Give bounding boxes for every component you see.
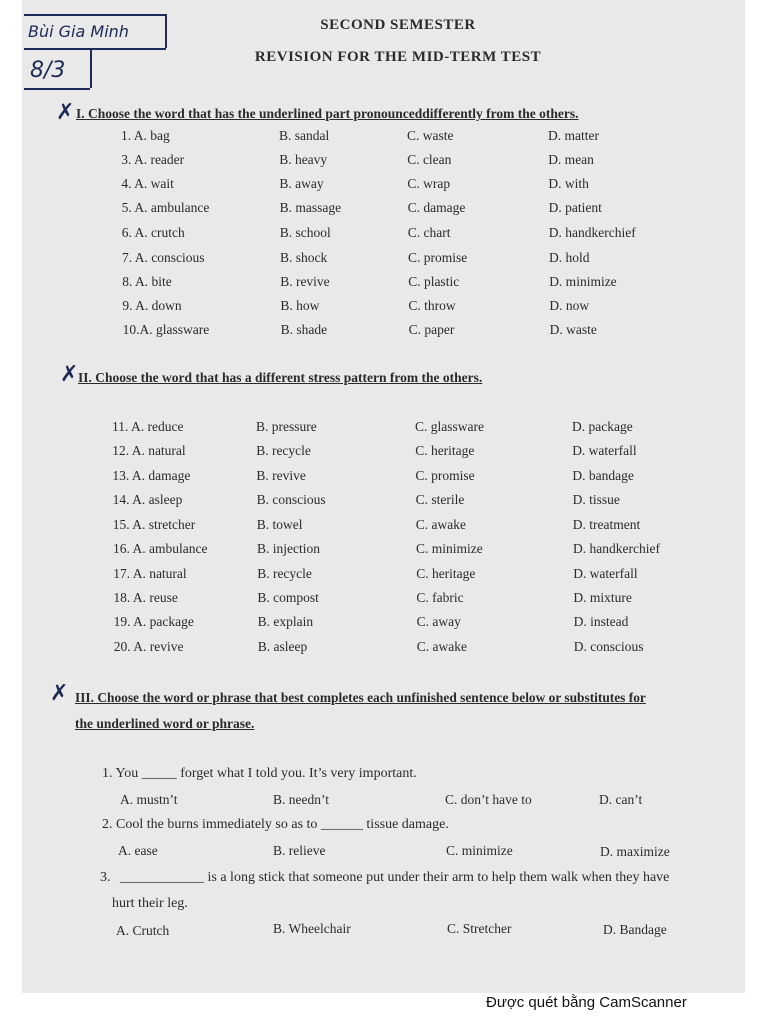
section1-row-7-option-b: B. revive: [280, 274, 330, 289]
section2-row-8-option-c: C. fabric: [416, 590, 464, 605]
section2-row-6-option-a: 16. A. ambulance: [113, 541, 208, 556]
section1-row-7-option-a: 8. A. bite: [122, 274, 172, 289]
section2-row-4-option-a: 14. A. asleep: [112, 492, 183, 507]
section1-row-2-option-c: C. clean: [407, 152, 452, 167]
question-3-option-c: C. Stretcher: [447, 921, 512, 936]
handwritten-student-name: Bùi Gia Minh: [28, 22, 129, 41]
section2-row-6-option-c: C. minimize: [416, 541, 483, 556]
question-3-number: 3.: [100, 870, 111, 885]
section2-row-6-option-d: D. handkerchief: [573, 541, 660, 556]
section-3-title-line2: the underlined word or phrase.: [75, 716, 255, 731]
question-3-text-line2: hurt their leg.: [112, 896, 188, 911]
section1-row-4-option-a: 5. A. ambulance: [121, 200, 210, 215]
section1-row-5-option-d: D. handkerchief: [548, 225, 636, 240]
section2-row-2-option-c: C. heritage: [415, 443, 475, 458]
cross-mark-icon: ✗: [50, 681, 69, 706]
section1-row-1-option-b: B. sandal: [279, 128, 330, 143]
section-2-title: II. Choose the word that has a different stress pattern from the others.: [78, 370, 483, 385]
question-3-option-d: D. Bandage: [603, 922, 667, 937]
section2-row-3-option-b: B. revive: [256, 468, 306, 483]
section1-row-2-option-b: B. heavy: [279, 152, 328, 167]
section-1-title: I. Choose the word that has the underlined part pronounceddifferently from the others.: [76, 106, 579, 121]
section2-row-4-option-c: C. sterile: [415, 492, 465, 507]
section2-row-9-option-b: B. explain: [257, 614, 314, 629]
section1-row-7-option-c: C. plastic: [408, 274, 460, 289]
section2-row-5-option-a: 15. A. stretcher: [112, 517, 196, 532]
section2-row-3-option-d: D. bandage: [572, 468, 634, 483]
section1-row-4-option-d: D. patient: [548, 200, 602, 215]
section2-row-4-option-d: D. tissue: [572, 492, 620, 507]
section2-row-10-option-a: 20. A. revive: [113, 639, 184, 654]
camscanner-watermark: Được quét bằng CamScanner: [486, 994, 687, 1011]
question-2-option-b: B. relieve: [273, 843, 326, 858]
question-3-text: ____________ is a long stick that someone put under their arm to help them walk when they have: [120, 870, 670, 885]
document-subtitle: REVISION FOR THE MID-TERM TEST: [254, 49, 542, 65]
section1-row-2-option-a: 3. A. reader: [121, 152, 185, 167]
section1-row-3-option-c: C. wrap: [407, 176, 451, 191]
section1-row-6-option-a: 7. A. conscious: [122, 250, 205, 265]
section2-row-7-option-d: D. waterfall: [573, 566, 638, 581]
section2-row-8-option-d: D. mixture: [573, 590, 632, 605]
question-2-option-d: D. maximize: [600, 844, 670, 859]
section2-row-2-option-a: 12. A. natural: [112, 443, 186, 458]
section2-row-8-option-a: 18. A. reuse: [113, 590, 178, 605]
section2-row-6-option-b: B. injection: [257, 541, 320, 556]
question-2-option-c: C. minimize: [446, 843, 513, 858]
cross-mark-icon: ✗: [60, 362, 79, 387]
section2-row-1-option-b: B. pressure: [256, 419, 317, 434]
section1-row-6-option-d: D. hold: [549, 250, 590, 265]
section1-row-4-option-c: C. damage: [407, 200, 466, 215]
question-2-option-a: A. ease: [118, 843, 158, 858]
section1-row-8-option-a: 9. A. down: [122, 298, 182, 313]
section1-row-6-option-b: B. shock: [280, 250, 328, 265]
section2-row-3-option-c: C. promise: [415, 468, 475, 483]
section2-row-2-option-b: B. recycle: [256, 443, 311, 458]
question-1-option-a: A. mustn’t: [120, 792, 178, 807]
section1-row-8-option-b: B. how: [280, 298, 320, 313]
cross-mark-icon: ✗: [56, 100, 75, 125]
section1-row-1-option-c: C. waste: [407, 128, 454, 143]
question-1-option-d: D. can’t: [599, 792, 643, 807]
section1-row-6-option-c: C. promise: [408, 250, 468, 265]
handwritten-box: [24, 14, 166, 16]
section2-row-7-option-a: 17. A. natural: [113, 566, 187, 581]
section1-row-9-option-c: C. paper: [408, 322, 455, 337]
question-1-option-c: C. don’t have to: [445, 792, 532, 807]
section2-row-7-option-b: B. recycle: [257, 566, 312, 581]
section2-row-9-option-d: D. instead: [573, 614, 629, 629]
section1-row-8-option-d: D. now: [549, 298, 590, 313]
section2-row-5-option-b: B. towel: [256, 517, 303, 532]
section2-row-8-option-b: B. compost: [257, 590, 319, 605]
section1-row-3-option-d: D. with: [548, 176, 589, 191]
section1-row-9-option-a: 10.A. glassware: [122, 322, 210, 337]
section1-row-2-option-d: D. mean: [548, 152, 594, 167]
section1-row-9-option-b: B. shade: [280, 322, 328, 337]
section2-row-4-option-b: B. conscious: [256, 492, 326, 507]
handwritten-class: 8/3: [30, 58, 66, 83]
question-1-text: 1. You _____ forget what I told you. It’s very important.: [102, 766, 417, 781]
section1-row-7-option-d: D. minimize: [549, 274, 617, 289]
section1-row-5-option-a: 6. A. crutch: [121, 225, 185, 240]
section1-row-5-option-b: B. school: [279, 225, 331, 240]
document-title: SECOND SEMESTER: [320, 17, 476, 33]
section1-row-3-option-a: 4. A. wait: [121, 176, 174, 191]
section2-row-5-option-d: D. treatment: [572, 517, 641, 532]
section2-row-7-option-c: C. heritage: [416, 566, 476, 581]
section1-row-1-option-d: D. matter: [548, 128, 599, 143]
section2-row-10-option-d: D. conscious: [573, 639, 644, 654]
section2-row-3-option-a: 13. A. damage: [112, 468, 191, 483]
section1-row-4-option-b: B. massage: [279, 200, 342, 215]
section2-row-1-option-d: D. package: [572, 419, 633, 434]
question-1-option-b: B. needn’t: [273, 792, 329, 807]
section-3-title-line1: III. Choose the word or phrase that best completes each unfinished sentence below or substitutes for: [75, 690, 646, 705]
section2-row-2-option-d: D. waterfall: [572, 443, 637, 458]
section1-row-9-option-d: D. waste: [549, 322, 597, 337]
section1-row-8-option-c: C. throw: [408, 298, 456, 313]
section2-row-10-option-b: B. asleep: [257, 639, 308, 654]
section1-row-1-option-a: 1. A. bag: [121, 128, 170, 143]
question-3-option-a: A. Crutch: [116, 923, 170, 938]
section2-row-10-option-c: C. awake: [416, 639, 468, 654]
question-3-option-b: B. Wheelchair: [273, 921, 351, 936]
section2-row-9-option-c: C. away: [416, 614, 461, 629]
section1-row-3-option-b: B. away: [279, 176, 324, 191]
section2-row-1-option-a: 11. A. reduce: [112, 419, 184, 434]
section2-row-9-option-a: 19. A. package: [113, 614, 194, 629]
question-2-text: 2. Cool the burns immediately so as to ______ tissue damage.: [102, 817, 449, 832]
section2-row-1-option-c: C. glassware: [415, 419, 484, 434]
section2-row-5-option-c: C. awake: [415, 517, 467, 532]
section1-row-5-option-c: C. chart: [407, 225, 451, 240]
